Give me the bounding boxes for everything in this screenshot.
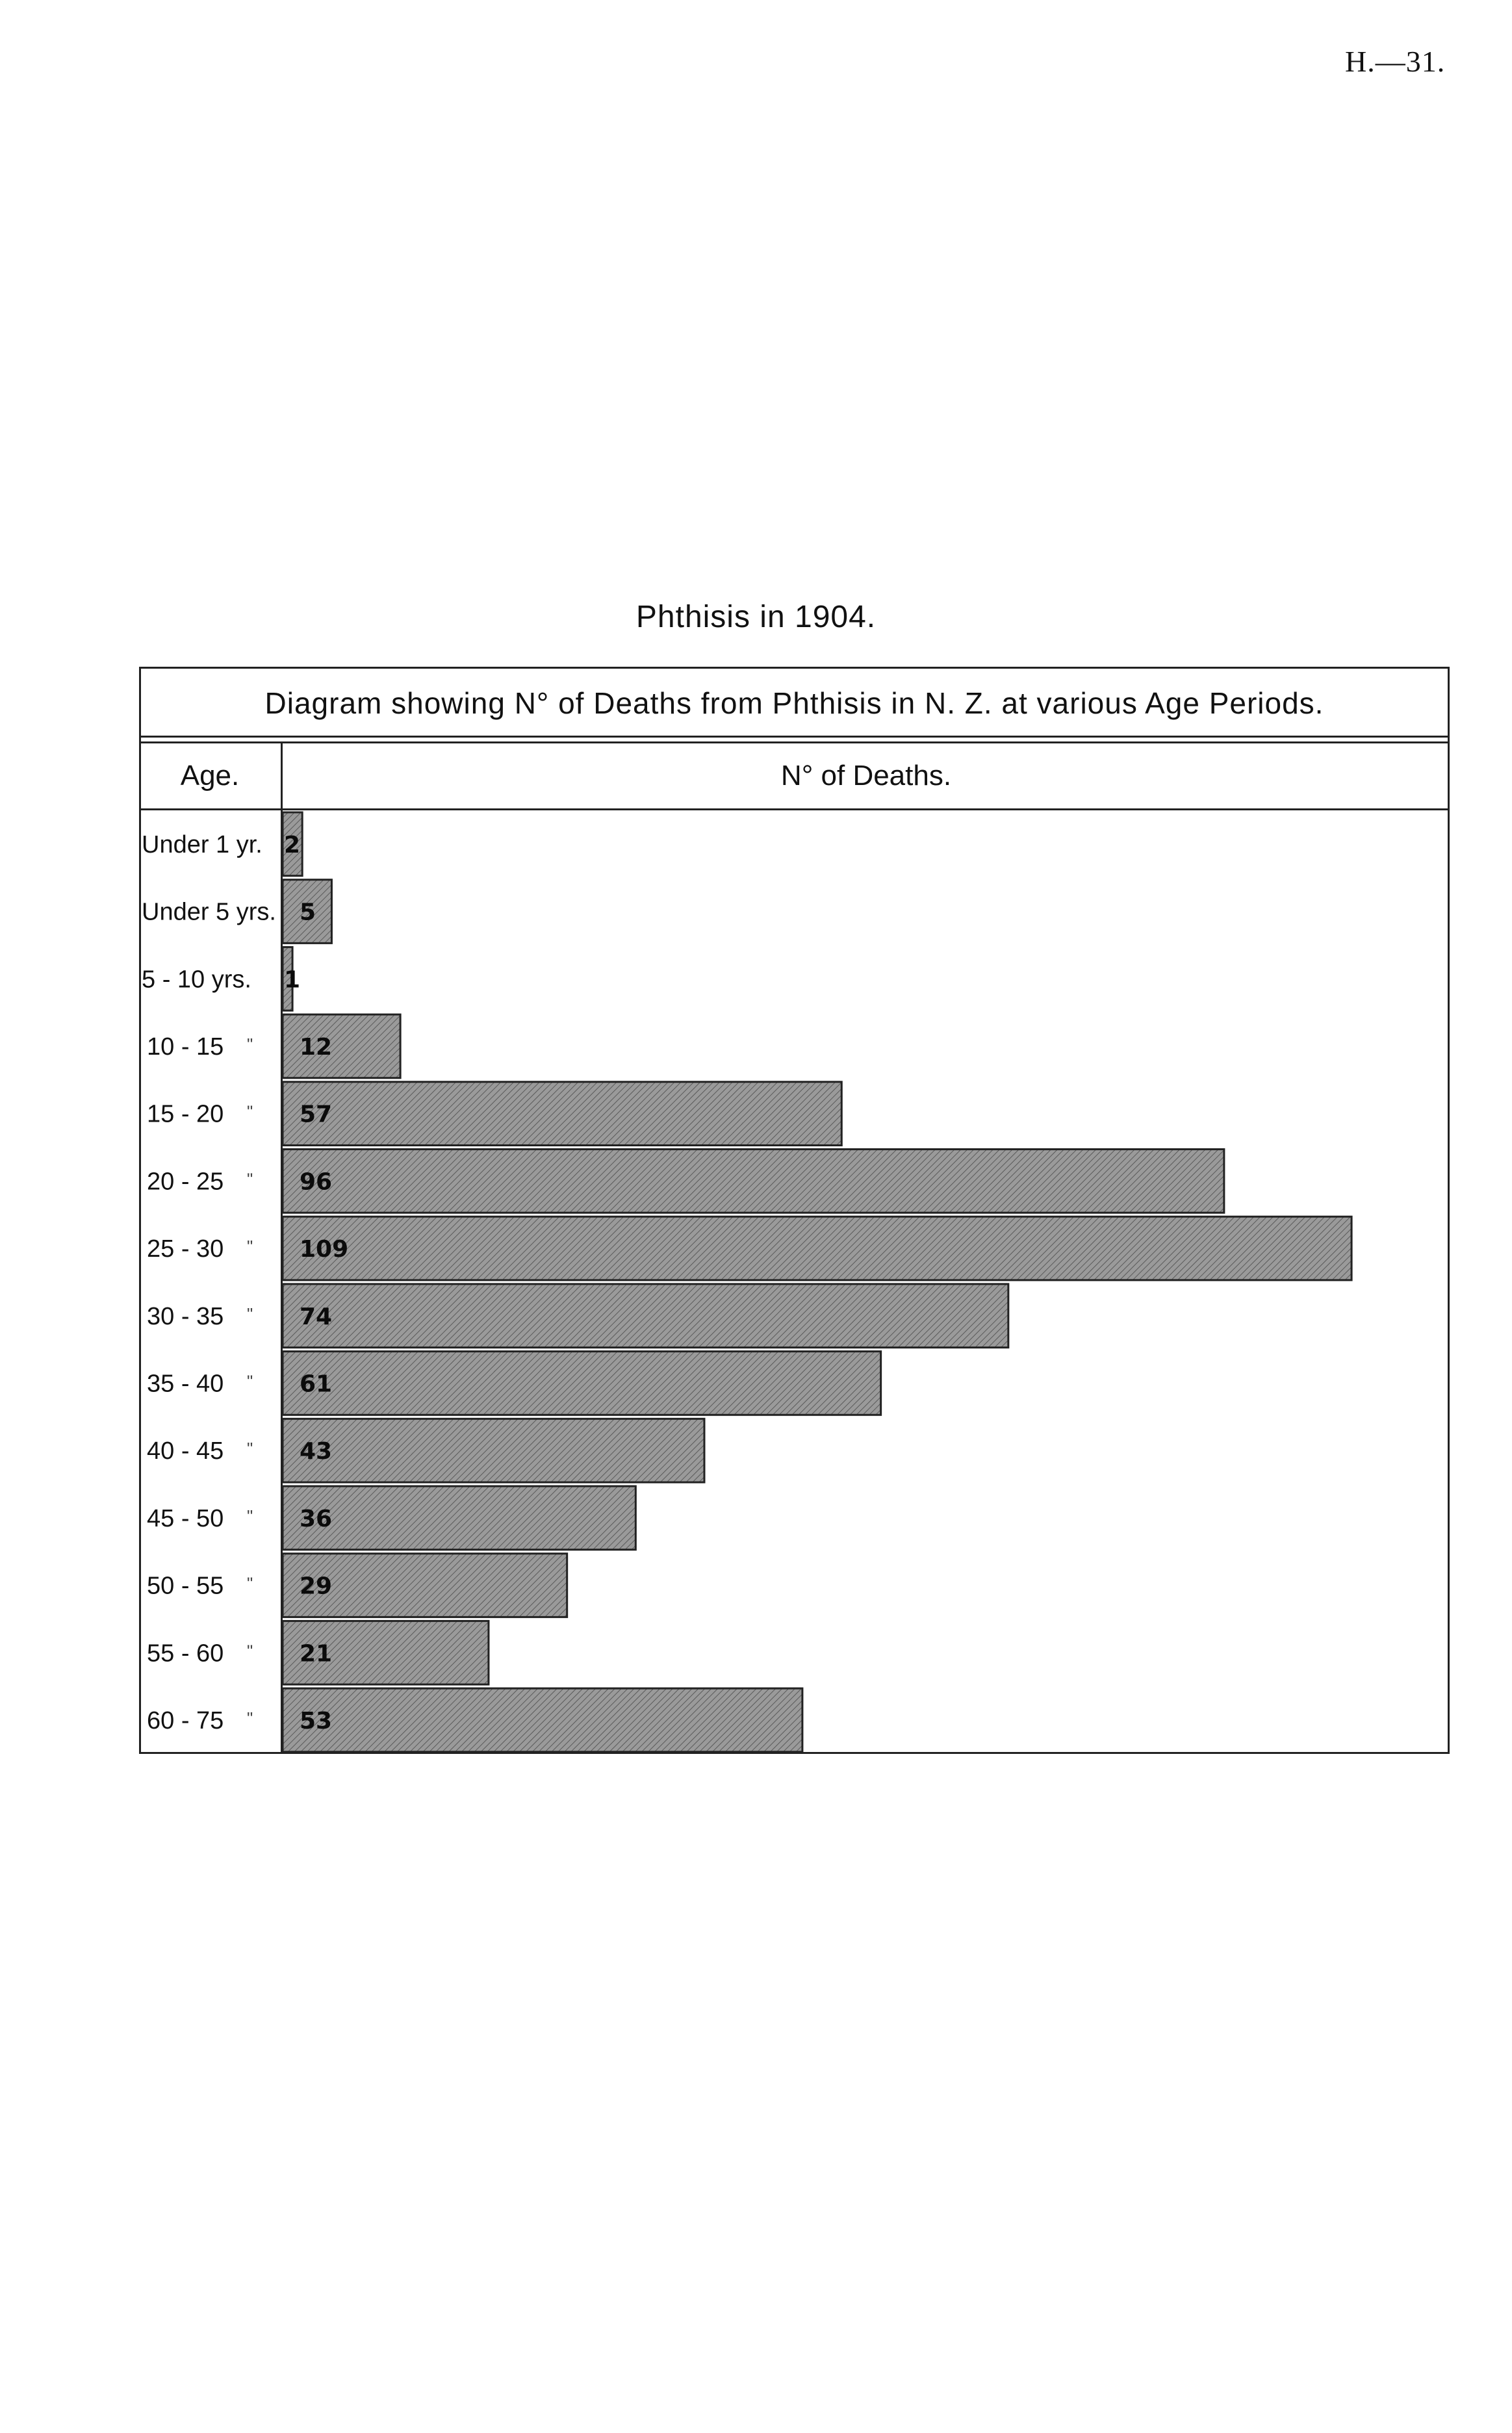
bar-value-label-4: 57: [300, 1101, 333, 1128]
deaths-column-header: N° of Deaths.: [780, 760, 952, 792]
ditto-mark-5: ": [247, 1169, 253, 1189]
ditto-mark-6: ": [247, 1237, 253, 1257]
bar-7: [283, 1284, 1008, 1348]
ditto-mark-11: ": [247, 1573, 253, 1593]
bar-value-label-13: 53: [300, 1707, 333, 1734]
bar-value-label-5: 96: [300, 1168, 333, 1196]
age-label-10: 45 - 50: [147, 1504, 224, 1532]
age-label-13: 60 - 75: [147, 1706, 224, 1734]
ditto-mark-8: ": [247, 1371, 253, 1391]
ditto-mark-7: ": [247, 1304, 253, 1324]
age-column-header: Age.: [180, 760, 240, 792]
age-label-0: Under 1 yr.: [142, 830, 263, 858]
bar-value-label-8: 61: [300, 1371, 333, 1398]
age-label-8: 35 - 40: [147, 1370, 224, 1398]
bar-value-label-1: 5: [300, 899, 316, 926]
ditto-mark-3: ": [247, 1034, 253, 1054]
bar-value-label-9: 43: [300, 1438, 333, 1465]
chart-title: Phthisis in 1904.: [635, 600, 877, 634]
bar-5: [283, 1150, 1224, 1213]
age-label-11: 50 - 55: [147, 1572, 224, 1600]
bars: [283, 812, 1352, 1752]
age-label-12: 55 - 60: [147, 1640, 224, 1667]
bar-value-label-10: 36: [300, 1505, 333, 1532]
ditto-mark-12: ": [247, 1641, 253, 1661]
ditto-mark-4: ": [247, 1101, 253, 1122]
age-label-5: 20 - 25: [147, 1168, 224, 1196]
age-labels: [142, 831, 276, 1734]
age-label-4: 15 - 20: [147, 1100, 224, 1128]
ditto-mark-13: ": [247, 1708, 253, 1728]
age-label-7: 30 - 35: [147, 1302, 224, 1330]
bar-value-label-7: 74: [300, 1303, 333, 1330]
bar-9: [283, 1419, 704, 1482]
ditto-mark-10: ": [247, 1506, 253, 1526]
bar-6: [283, 1216, 1352, 1280]
age-label-1: Under 5 yrs.: [142, 898, 276, 926]
bar-value-label-6: 109: [300, 1236, 349, 1263]
age-label-6: 25 - 30: [147, 1235, 224, 1263]
bar-value-label-0: 2: [284, 831, 301, 858]
bar-value-label-12: 21: [300, 1640, 333, 1667]
age-label-9: 40 - 45: [147, 1437, 224, 1465]
age-label-2: 5 - 10 yrs.: [142, 966, 251, 994]
bar-value-label-2: 1: [284, 966, 301, 994]
bar-value-label-11: 29: [300, 1573, 333, 1600]
diagram-caption: Diagram showing N° of Deaths from Phthisis in N. Z. at various Age Periods.: [264, 686, 1324, 720]
bar-4: [283, 1082, 841, 1146]
bar-value-label-3: 12: [300, 1033, 333, 1061]
bar-10: [283, 1486, 635, 1550]
bar-8: [283, 1352, 881, 1415]
age-label-3: 10 - 15: [147, 1033, 224, 1061]
bar-13: [283, 1688, 802, 1752]
ditto-mark-9: ": [247, 1439, 253, 1459]
page-reference: H.—31.: [1345, 45, 1446, 78]
